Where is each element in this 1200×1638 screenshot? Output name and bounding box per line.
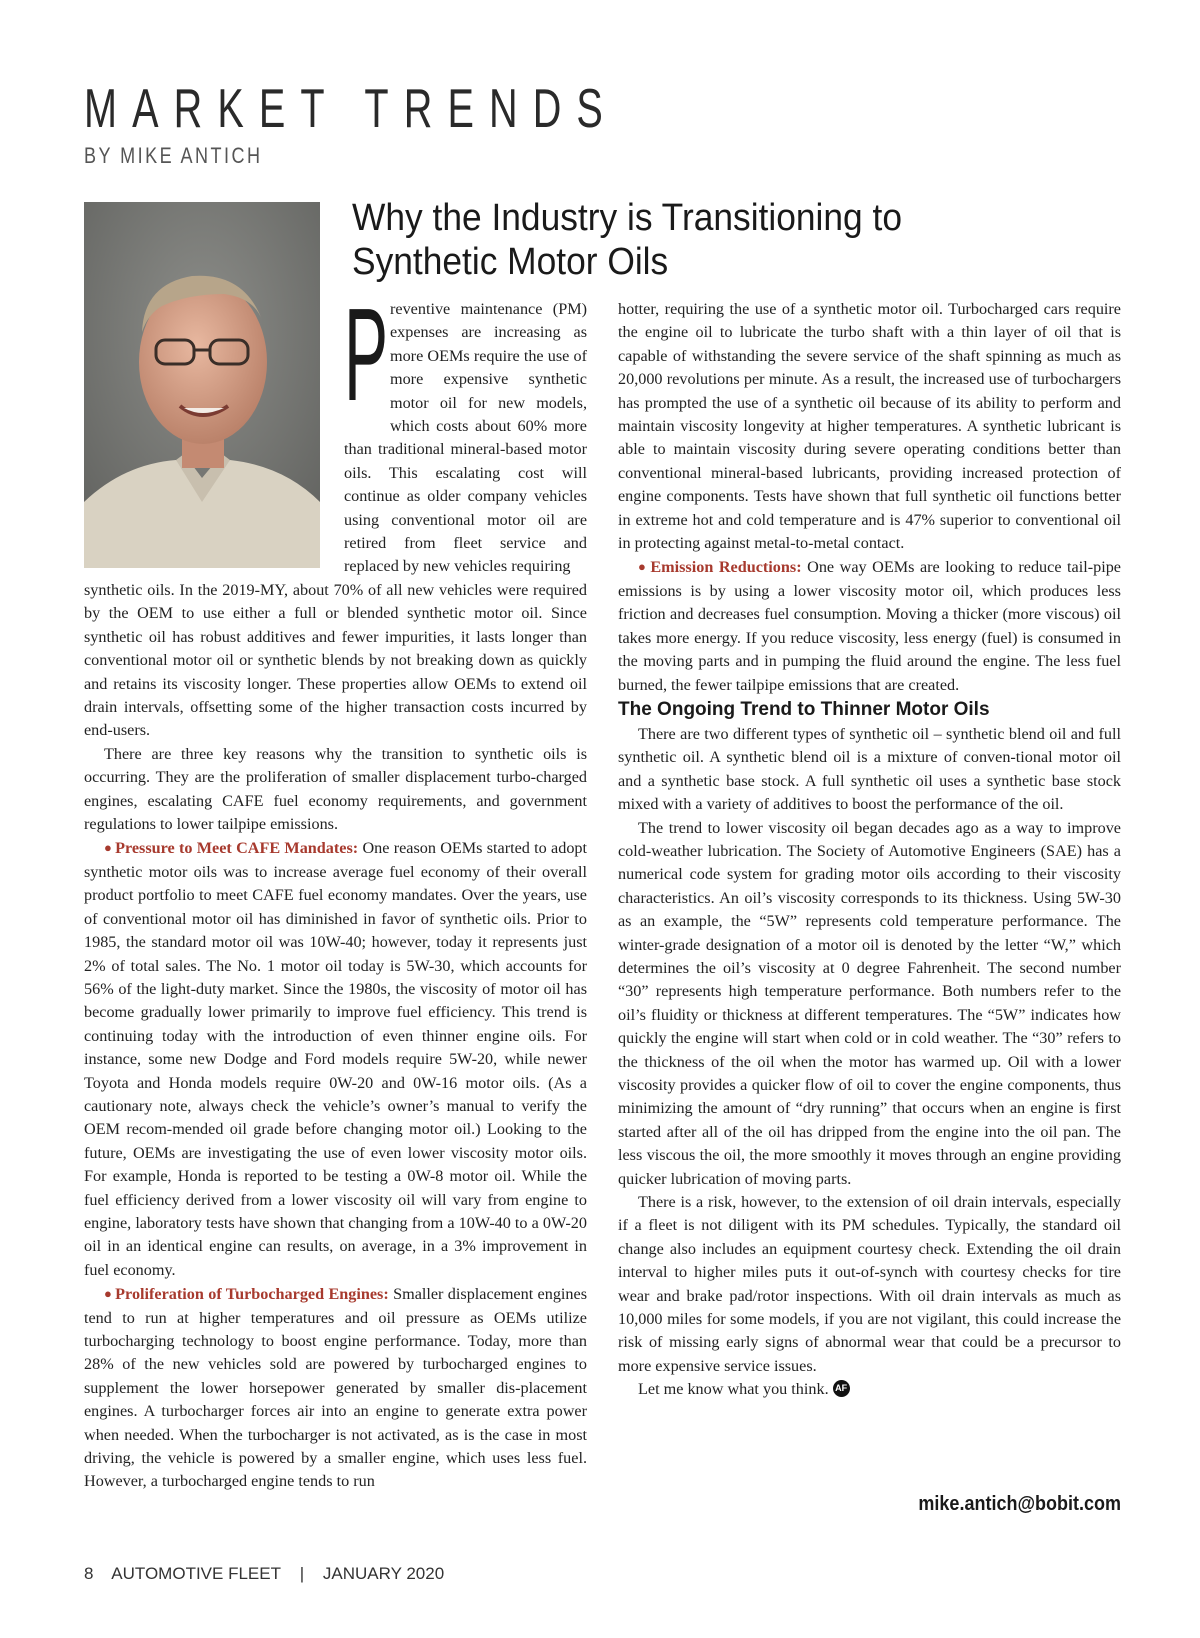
intro-column [344, 281, 587, 579]
cafe-text: One reason OEMs started to adopt synthetic motor oils was to increase average fuel economy of their overall product portfolio to meet CAFE fuel economy mandates. Over the years, use of conventional motor oil has diminished in favor of synthetic oils. Prior to 1985, the standard motor oil was 10W-40; however, today it represents just 2% of total sales. The No. 1 motor oil today is 5W-30, which accounts for 56% of the light-duty market. Since the 1980s, the viscosity of motor oil has become gradually lower primarily to improve fuel efficiency. This trend is continuing today with the introduction of even thinner engine oils. For instance, some new Dodge and Ford models require 5W-20, while newer Toyota and Honda models require 0W-20 and 0W-16 motor oils. (As a cautionary note, always check the vehicle’s owner’s manual to verify the OEM recom-mended oil grade before changing motor oil.) Looking to the future, OEMs are investigating the use of even lower viscosity motor oils. For example, Honda is reported to be testing a 0W-8 motor oil. While the fuel efficiency derived from a lower viscosity oil will vary from engine to engine, laboratory tests have shown that changing from a 10W-40 to a 0W-20 oil in an identical engine can results, on average, in a 3% improvement in fuel economy. [84, 839, 588, 1279]
af-end-mark-icon: AF [833, 1380, 850, 1397]
viscosity-trend-paragraph: The trend to lower viscosity oil began decades ago as a way to improve cold-weather lubrication. The Society of Automotive Engineers (SAE) has a numerical code system for grading motor oils according to their viscosity characteristics. An oil’s viscosity corresponds to its thickness. Using 5W-30 as an example, the “5W” represents cold temperature performance. The winter-grade designation of a motor oil is denoted by the letter “W,” which determines the oil’s viscosity at 0 degree Fahrenheit. The second number “30” represents high temperature performance. Both numbers refer to the oil’s fluidity or thickness at different temperatures. The “5W” indicates how quickly the engine will start when cold or in cold weather. The “30” refers to the thickness of the oil when the motor has warmed up. Oil with a lower viscosity provides a quicker flow of oil to cover the engine components, thus minimizing the amount of “dry running” that occurs when an engine is first started after all of the oil has dripped from the engine into the oil pan. The less viscous the oil, the more smoothly it moves through an engine providing quicker lubrication of moving parts. [618, 818, 1121, 1188]
footer-separator: | [299, 1564, 305, 1583]
cafe-lead-in: Pressure to Meet CAFE Mandates: [115, 839, 359, 858]
emission-paragraph [618, 555, 1121, 696]
turbo-continued: hotter, requiring the use of a synthetic motor oil. Turbocharged cars require the engine oil to lubricate the turbo shaft with a thin layer of oil that is capable of withstanding the severe service of the shaft spinning as much as 20,000 revolutions per minute. As a result, the increased use of turbochargers has prompted the use of a synthetic oil because of its ability to perform and maintain viscosity longevity at higher temperatures. A synthetic lubricant is able to maintain viscosity during severe operating conditions better than conventional mineral-based lubricants, providing increased protection of engine components. Tests have shown that full synthetic oil functions better in extreme hot and cold temperature and is 47% superior to conventional oil in protecting against metal-to-metal contact. [618, 300, 1121, 553]
red-dot-bullet-icon: ● [638, 559, 648, 575]
drop-cap: P [344, 281, 389, 428]
turbo-lead-in: Proliferation of Turbocharged Engines: [115, 1285, 389, 1304]
section-label: MARKET TRENDS [84, 77, 618, 139]
oil-types-paragraph: There are two different types of synthetic oil – synthetic blend oil and full synthetic oil. A synthetic blend oil is a mixture of conven-tional motor oil and a synthetic base stock. A full synthetic oil uses a synthetic base stock mixed with a variety of additives to boost the performance of the oil. [618, 724, 1121, 814]
red-dot-bullet-icon: ● [104, 840, 113, 856]
left-column [84, 579, 587, 1494]
emission-text: One way OEMs are looking to reduce tail-pipe emissions is by using a lower viscosity motor oil, which produces less friction and decreases fuel consumption. Moving a thicker (more viscous) oil takes more energy. If you reduce viscosity, less energy (fuel) is consumed in the moving parts and in pumping the fluid around the engine. The less fuel burned, the fewer tailpipe emissions that are created. [618, 558, 1121, 694]
turbo-paragraph [84, 1282, 587, 1494]
emission-lead-in: Emission Reductions: [650, 558, 802, 577]
closing-line [618, 1378, 1121, 1401]
turbo-text: Smaller displacement engines tend to run at higher temperatures and oil pressure as OEMs utilize turbocharging technology to boost engine performance. Today, more than 28% of the new vehicles sold are powered by turbocharged engines to supplement the lower horsepower generated by smaller dis-placement engines. A turbocharger forces air into an engine to generate extra power when needed. When the turbocharger is not activated, as is the case in most driving, the vehicle is powered by a smaller engine, which uses less fuel. However, a turbocharged engine tends to run [84, 1285, 588, 1491]
issue-date: JANUARY 2020 [322, 1564, 445, 1583]
risk-paragraph: There is a risk, however, to the extension of oil drain intervals, especially if a fleet is not diligent with its PM schedules. Typically, the standard oil change also includes an equipment courtesy check. Extending the oil drain interval to higher miles puts it out-of-synch with courtesy checks for tire wear and brake pad/rotor inspections. With oil drain intervals as much as 10,000 miles for some models, if you are not vigilant, this could increase the risk of missing early signs of abnormal wear that could be a precursor to more expensive service issues. [618, 1193, 1121, 1375]
author-photo [84, 202, 320, 568]
intro-paragraph: reventive maintenance (PM) expenses are increasing as more OEMs require the use of more expensive synthetic motor oil for new models, which costs about 60% more than traditional mineral-based motor oils. This escalating cost will continue as older company vehicles using conventional motor oil are retired from fleet service and replaced by new vehicles requiring [344, 300, 587, 576]
page-footer [84, 1564, 458, 1584]
reasons-paragraph: There are three key reasons why the transition to synthetic oils is occurring. They are the proliferation of smaller displacement turbo-charged engines, escalating CAFE fuel economy requirements, and government regulations to lower tailpipe emissions. [84, 744, 587, 834]
subheading: The Ongoing Trend to Thinner Motor Oils [618, 698, 990, 720]
byline: BY MIKE ANTICH [84, 143, 263, 168]
author-email-link[interactable]: mike.antich@bobit.com [918, 1493, 1121, 1515]
red-dot-bullet-icon: ● [104, 1286, 113, 1302]
publication-name: AUTOMOTIVE FLEET [111, 1564, 281, 1583]
cafe-paragraph [84, 836, 587, 1282]
article-headline [352, 196, 947, 284]
headline-line-2: Synthetic Motor Oils [352, 241, 669, 283]
closing-text: Let me know what you think. [638, 1380, 829, 1399]
intro-continued: synthetic oils. In the 2019-MY, about 70% of all new vehicles were required by the OEM to use either a full or blended synthetic motor oil. Since synthetic oil has robust additives and fewer impurities, it lasts longer than conventional motor oil or synthetic blends by not breaking down as quickly and retains its viscosity longer. These properties allow OEMs to extend oil drain intervals, offsetting some of the higher transaction costs incurred by end-users. [84, 581, 587, 740]
right-column [618, 298, 1121, 1402]
page-number: 8 [84, 1564, 94, 1583]
headline-line-1: Why the Industry is Transitioning to [352, 197, 902, 239]
